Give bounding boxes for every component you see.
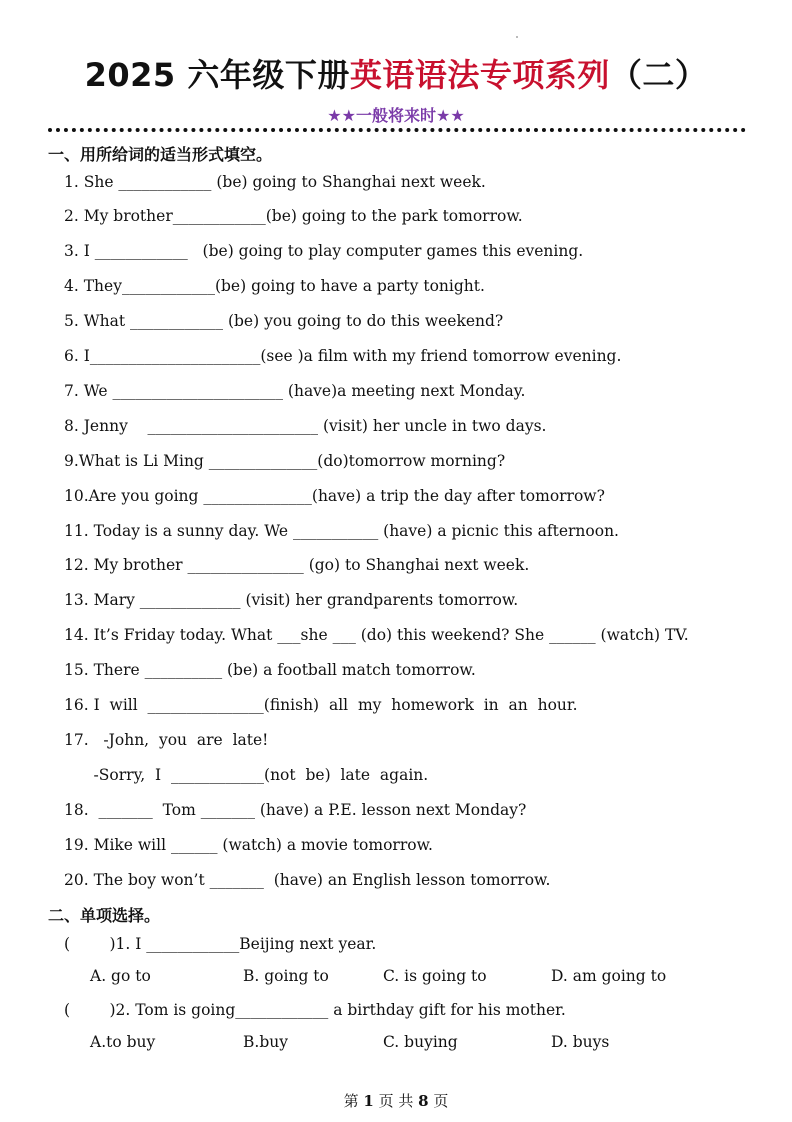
exercise-line: 19. Mike will ______ (watch) a movie tomorrow.: [64, 836, 433, 854]
exercise-line: 7. We ______________________ (have)a meeting next Monday.: [64, 382, 526, 400]
exercise-line: 8. Jenny ______________________ (visit) her uncle in two days.: [64, 417, 547, 435]
mc-option: A.to buy: [90, 1033, 156, 1051]
mc-option: C. is going to: [383, 967, 487, 985]
footer-post: 页: [433, 1092, 449, 1110]
mc-option: D. am going to: [551, 967, 667, 985]
exercise-line: 14. It’s Friday today. What ___she ___ (do) this weekend? She ______ (watch) TV.: [64, 626, 689, 644]
mc-question-stem: ( )1. I ____________Beijing next year.: [64, 935, 377, 953]
title-highlight: 英语语法专项系列: [349, 56, 610, 94]
exercise-line: 17. -John, you are late!: [64, 731, 269, 749]
exercise-line: 3. I ____________ (be) going to play computer games this evening.: [64, 242, 584, 260]
section2-heading: 二、单项选择。: [48, 906, 161, 925]
exercise-line: 2. My brother____________(be) going to the park tomorrow.: [64, 207, 523, 225]
exercise-line: 9.What is Li Ming ______________(do)tomorrow morning?: [64, 452, 506, 470]
exercise-line: 15. There __________ (be) a football match tomorrow.: [64, 661, 476, 679]
footer-mid: 页 共: [378, 1092, 414, 1110]
exercise-line: 20. The boy won’t _______ (have) an English lesson tomorrow.: [64, 871, 551, 889]
mc-option: A. go to: [90, 967, 151, 985]
page-footer: [0, 1090, 792, 1111]
exercise-line: 16. I will _______________(finish) all my homework in an hour.: [64, 696, 578, 714]
page-title: [0, 50, 792, 96]
footer-total-pages: 8: [418, 1092, 429, 1110]
dotted-divider: [48, 128, 746, 132]
exercise-line: 12. My brother _______________ (go) to Shanghai next week.: [64, 556, 530, 574]
exercise-line: 4. They____________(be) going to have a party tonight.: [64, 277, 485, 295]
mc-option: B. going to: [243, 967, 329, 985]
exercise-line: 13. Mary _____________ (visit) her grandparents tomorrow.: [64, 591, 519, 609]
title-suffix: （二）: [609, 56, 708, 94]
footer-page-number: 1: [363, 1092, 374, 1110]
stray-dot: [516, 36, 518, 38]
footer-pre: 第: [343, 1092, 359, 1110]
section1-heading: 一、用所给词的适当形式填空。: [48, 145, 273, 164]
page-subtitle: ★★一般将来时★★: [327, 106, 465, 125]
exercise-line: 1. She ____________ (be) going to Shanghai next week.: [64, 173, 486, 191]
title-prefix: 2025 六年级下册: [84, 56, 350, 94]
mc-option: C. buying: [383, 1033, 458, 1051]
mc-option: D. buys: [551, 1033, 610, 1051]
exercise-line: 11. Today is a sunny day. We ___________ (have) a picnic this afternoon.: [64, 522, 619, 540]
mc-option: B.buy: [243, 1033, 288, 1051]
mc-question-stem: ( )2. Tom is going____________ a birthday gift for his mother.: [64, 1001, 566, 1019]
exercise-line: 10.Are you going ______________(have) a trip the day after tomorrow?: [64, 487, 605, 505]
exercise-line: -Sorry, I ____________(not be) late again.: [64, 766, 429, 784]
exercise-line: 18. _______ Tom _______ (have) a P.E. lesson next Monday?: [64, 801, 527, 819]
exercise-line: 6. I______________________(see )a film with my friend tomorrow evening.: [64, 347, 622, 365]
exercise-line: 5. What ____________ (be) you going to do this weekend?: [64, 312, 504, 330]
